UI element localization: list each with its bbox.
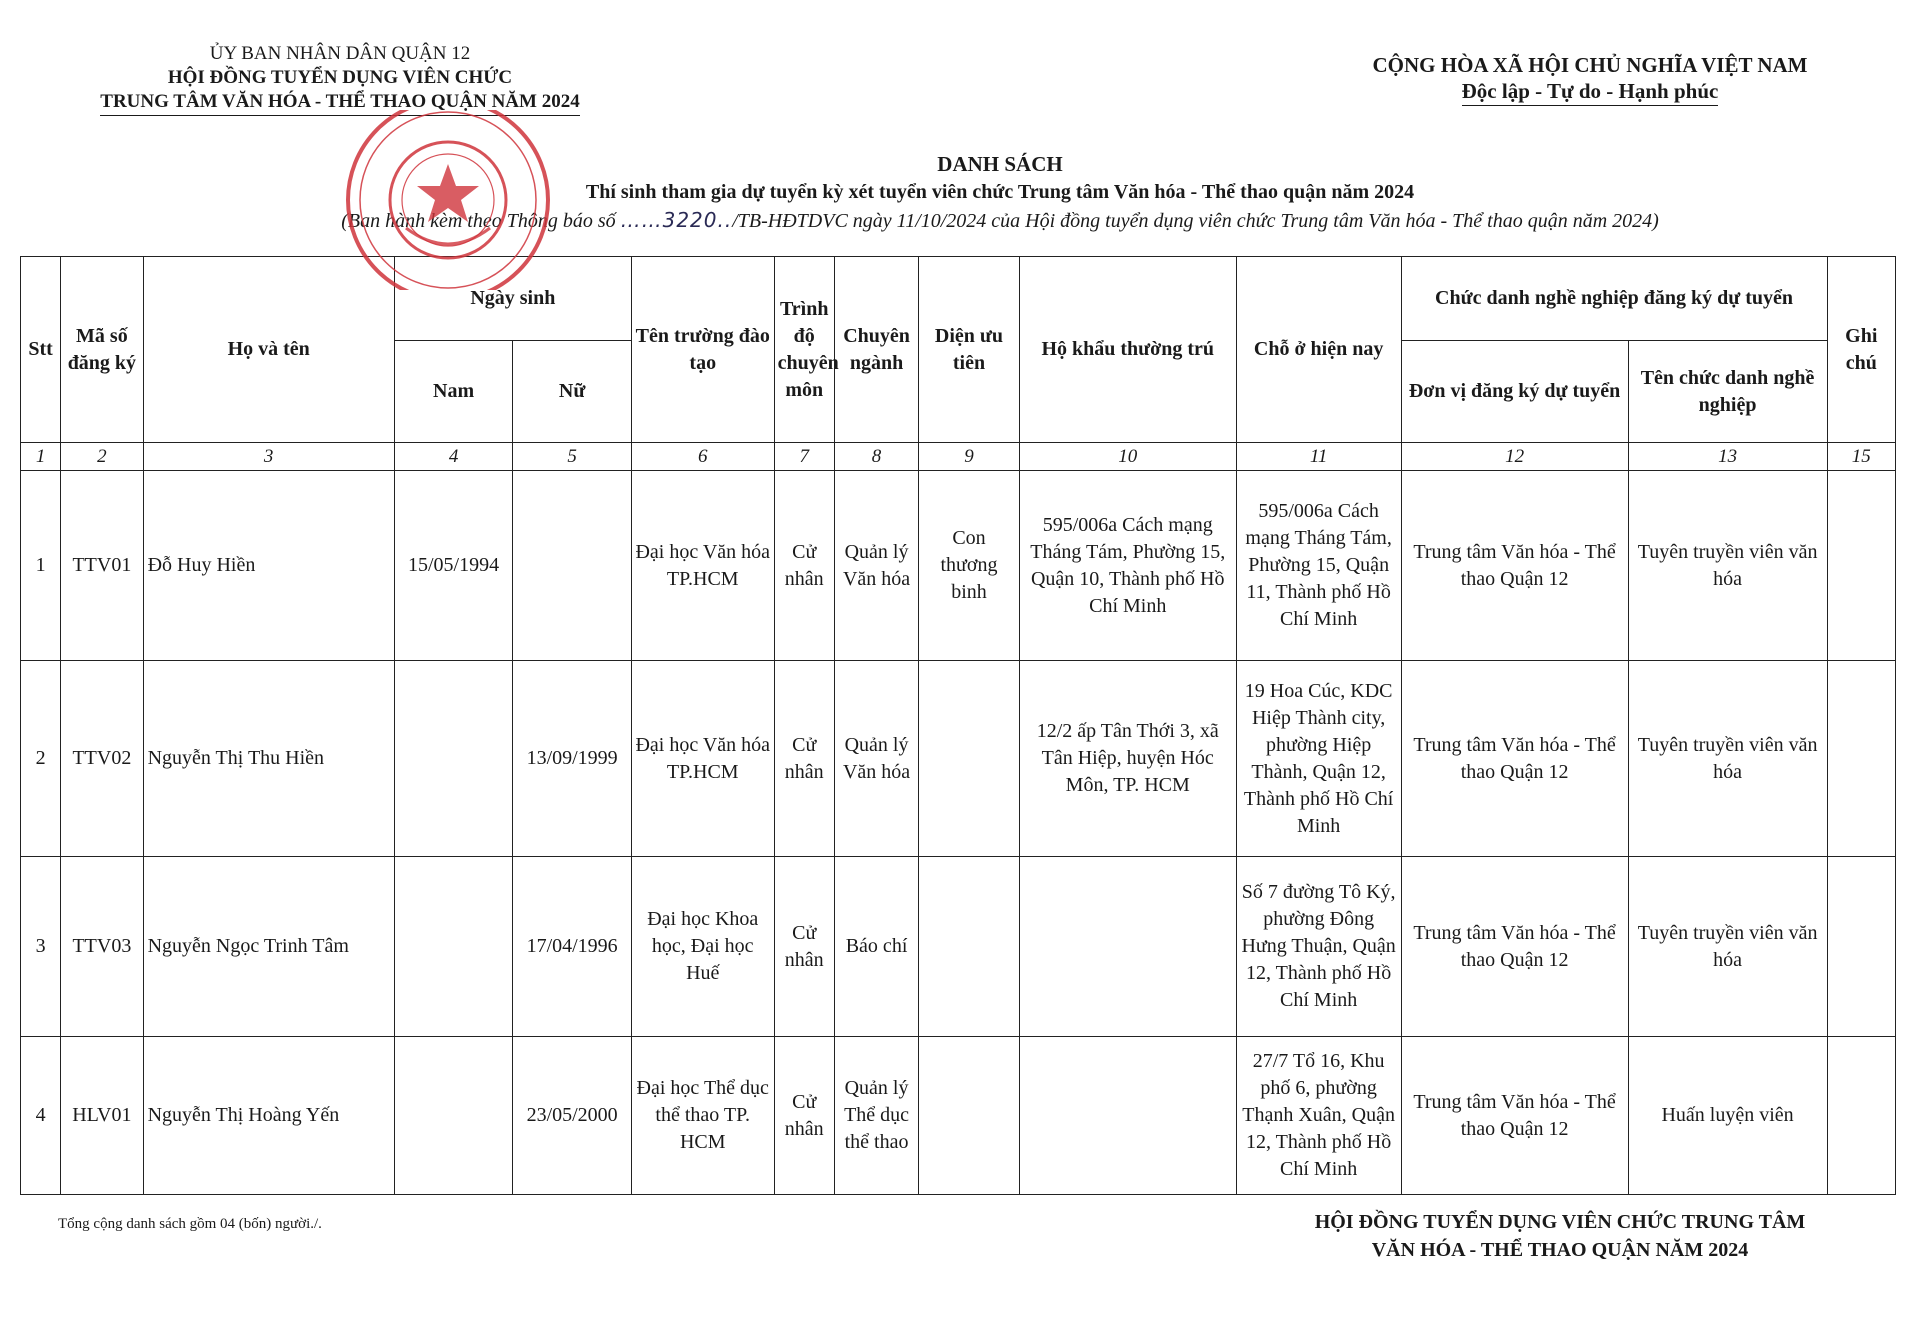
cell-full-name: Nguyễn Ngọc Trinh Tâm [143,857,394,1037]
cell-permanent-address: 595/006a Cách mạng Tháng Tám, Phường 15, Quận 10, Thành phố Hồ Chí Minh [1019,471,1236,661]
table-row [21,661,1896,857]
issuing-authority-header [70,42,610,116]
header-position-title: Tên chức danh nghề nghiệp [1628,341,1827,443]
cell-permanent-address: 12/2 ấp Tân Thới 3, xã Tân Hiệp, huyện Hóc Môn, TP. HCM [1019,661,1236,857]
seal-star-icon [417,164,479,222]
header-date-of-birth: Ngày sinh [394,257,631,341]
cell-unit: Trung tâm Văn hóa - Thể thao Quận 12 [1401,1037,1628,1195]
header-major: Chuyên ngành [834,257,918,443]
header-female: Nữ [513,341,632,443]
cell-unit: Trung tâm Văn hóa - Thể thao Quận 12 [1401,471,1628,661]
header-full-name: Họ và tên [143,257,394,443]
cell-qualification: Cử nhân [774,471,834,661]
cell-notes [1827,661,1895,857]
cell-school: Đại học Thể dục thể thao TP. HCM [631,1037,774,1195]
cell-dob-female [513,471,632,661]
cell-dob-male: 15/05/1994 [394,471,513,661]
cell-school: Đại học Văn hóa TP.HCM [631,661,774,857]
cell-priority [919,1037,1019,1195]
cell-dob-male [394,857,513,1037]
cell-dob-male [394,1037,513,1195]
column-number: 1 [21,443,61,471]
column-number: 5 [513,443,632,471]
cell-notes [1827,471,1895,661]
cell-unit: Trung tâm Văn hóa - Thể thao Quận 12 [1401,661,1628,857]
authority-line-2: HỘI ĐỒNG TUYỂN DỤNG VIÊN CHỨC [167,67,513,88]
cell-dob-female: 13/09/1999 [513,661,632,857]
document-heading: DANH SÁCH [937,152,1063,176]
motto: Độc lập - Tự do - Hạnh phúc [1462,78,1719,106]
header-qualification: Trình độ chuyên môn [774,257,834,443]
total-count-note: Tổng cộng danh sách gồm 04 (bốn) người./. [58,1216,322,1232]
candidate-table [20,256,1896,1195]
cell-position-title: Huấn luyện viên [1628,1037,1827,1195]
cell-current-address: Số 7 đường Tô Ký, phường Đông Hưng Thuận, Quận 12, Thành phố Hồ Chí Minh [1236,857,1401,1037]
cell-position-title: Tuyên truyền viên văn hóa [1628,857,1827,1037]
cell-qualification: Cử nhân [774,1037,834,1195]
cell-stt: 3 [21,857,61,1037]
cell-position-title: Tuyên truyền viên văn hóa [1628,471,1827,661]
header-unit: Đơn vị đăng ký dự tuyển [1401,341,1628,443]
cell-stt: 4 [21,1037,61,1195]
issued-prefix: (Ban hành kèm theo Thông báo số [341,210,616,232]
column-number: 9 [919,443,1019,471]
column-number: 6 [631,443,774,471]
cell-stt: 2 [21,661,61,857]
country-name: CỘNG HÒA XÃ HỘI CHỦ NGHĨA VIỆT NAM [1372,53,1808,77]
authority-line-1: ỦY BAN NHÂN DÂN QUẬN 12 [209,43,471,64]
header-current-address: Chỗ ở hiện nay [1236,257,1401,443]
header-position-group: Chức danh nghề nghiệp đăng ký dự tuyển [1401,257,1827,341]
table-row [21,1037,1896,1195]
cell-full-name: Nguyễn Thị Thu Hiền [143,661,394,857]
header-priority: Diện ưu tiên [919,257,1019,443]
cell-dob-female: 23/05/2000 [513,1037,632,1195]
signature-line-1: HỘI ĐỒNG TUYỂN DỤNG VIÊN CHỨC TRUNG TÂM [1314,1211,1806,1233]
national-motto-header [1340,52,1840,106]
cell-permanent-address [1019,1037,1236,1195]
cell-dob-male [394,661,513,857]
cell-major: Quản lý Văn hóa [834,471,918,661]
cell-current-address: 595/006a Cách mạng Tháng Tám, Phường 15, Quận 11, Thành phố Hồ Chí Minh [1236,471,1401,661]
header-permanent-address: Hộ khẩu thường trú [1019,257,1236,443]
cell-full-name: Đỗ Huy Hiền [143,471,394,661]
signature-block [1260,1208,1860,1264]
cell-qualification: Cử nhân [774,661,834,857]
cell-notes [1827,1037,1895,1195]
column-number: 3 [143,443,394,471]
cell-registration-code: HLV01 [61,1037,143,1195]
cell-position-title: Tuyên truyền viên văn hóa [1628,661,1827,857]
cell-current-address: 27/7 Tổ 16, Khu phố 6, phường Thạnh Xuân, Quận 12, Thành phố Hồ Chí Minh [1236,1037,1401,1195]
column-number: 13 [1628,443,1827,471]
column-number: 8 [834,443,918,471]
cell-major: Báo chí [834,857,918,1037]
cell-school: Đại học Khoa học, Đại học Huế [631,857,774,1037]
column-number: 2 [61,443,143,471]
column-number: 11 [1236,443,1401,471]
cell-major: Quản lý Văn hóa [834,661,918,857]
header-notes: Ghi chú [1827,257,1895,443]
column-number-row [21,443,1896,471]
header-school: Tên trường đào tạo [631,257,774,443]
issued-number: ……3220.. [620,208,733,232]
cell-registration-code: TTV03 [61,857,143,1037]
table-row [21,471,1896,661]
cell-dob-female: 17/04/1996 [513,857,632,1037]
cell-current-address: 19 Hoa Cúc, KDC Hiệp Thành city, phường Hiệp Thành, Quận 12, Thành phố Hồ Chí Minh [1236,661,1401,857]
column-number: 10 [1019,443,1236,471]
cell-stt: 1 [21,471,61,661]
cell-registration-code: TTV01 [61,471,143,661]
cell-major: Quản lý Thể dục thể thao [834,1037,918,1195]
cell-permanent-address [1019,857,1236,1037]
cell-priority: Con thương binh [919,471,1019,661]
header-stt: Stt [21,257,61,443]
authority-line-3: TRUNG TÂM VĂN HÓA - THỂ THAO QUẬN NĂM 2024 [100,90,579,116]
signature-line-2: VĂN HÓA - THỂ THAO QUẬN NĂM 2024 [1371,1239,1749,1261]
column-number: 12 [1401,443,1628,471]
document-subtitle: Thí sinh tham gia dự tuyển kỳ xét tuyển viên chức Trung tâm Văn hóa - Thể thao quận năm 2024 [585,181,1415,203]
header-registration-code: Mã số đăng ký [61,257,143,443]
cell-registration-code: TTV02 [61,661,143,857]
header-male: Nam [394,341,513,443]
table-row [21,857,1896,1037]
cell-priority [919,661,1019,857]
official-seal-stamp [330,110,566,290]
cell-qualification: Cử nhân [774,857,834,1037]
cell-notes [1827,857,1895,1037]
column-number: 15 [1827,443,1895,471]
cell-school: Đại học Văn hóa TP.HCM [631,471,774,661]
cell-full-name: Nguyễn Thị Hoàng Yến [143,1037,394,1195]
column-number: 7 [774,443,834,471]
cell-priority [919,857,1019,1037]
cell-unit: Trung tâm Văn hóa - Thể thao Quận 12 [1401,857,1628,1037]
issued-suffix: /TB-HĐTDVC ngày 11/10/2024 của Hội đồng tuyển dụng viên chức Trung tâm Văn hóa - Thể thao quận năm 2024) [732,210,1659,232]
column-number: 4 [394,443,513,471]
